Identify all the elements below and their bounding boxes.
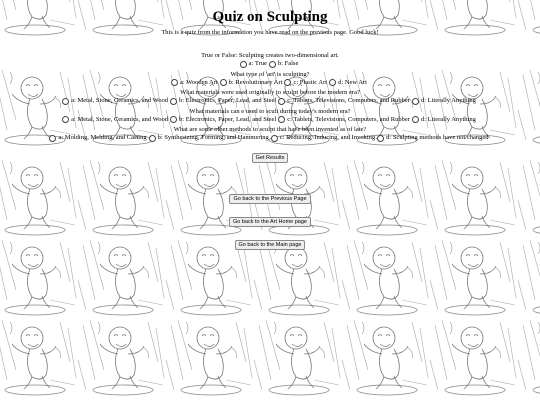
answer-option[interactable] (412, 97, 476, 105)
radio-button[interactable] (170, 98, 177, 105)
answer-label: b: Synthesizing, Forming, and Hammering (157, 134, 269, 141)
answer-option[interactable] (170, 97, 276, 105)
radio-button[interactable] (220, 79, 227, 86)
question-text: True or False: Sculpting creates two-dimensional art. (201, 52, 339, 59)
radio-button[interactable] (240, 61, 247, 68)
answer-option[interactable] (62, 116, 168, 124)
answer-option[interactable] (170, 116, 276, 124)
sketch-tile (166, 240, 252, 315)
quiz-form (0, 52, 540, 145)
answer-option[interactable] (171, 79, 218, 87)
answer-options (0, 79, 540, 90)
sketch-tile (430, 320, 516, 395)
previous-page-button[interactable]: Go back to the Previous Page (229, 194, 310, 204)
answer-option[interactable] (269, 60, 298, 68)
radio-button[interactable] (271, 135, 278, 142)
radio-button[interactable] (278, 116, 285, 123)
answer-option[interactable] (240, 60, 267, 68)
radio-button[interactable] (62, 116, 69, 123)
answer-options (0, 97, 540, 108)
radio-button[interactable] (284, 79, 291, 86)
page-title: Quiz on Sculpting (212, 9, 328, 25)
get-results-button[interactable]: Get Results (252, 153, 289, 163)
answer-label: b: Electronics, Paper, Lead, and Steel (179, 97, 277, 104)
answer-option[interactable] (284, 79, 327, 87)
sketch-tile (518, 240, 540, 315)
answer-option[interactable] (220, 79, 283, 87)
radio-button[interactable] (269, 61, 276, 68)
question-text: What materials were used originally to sculpt before the modern era? (180, 89, 360, 96)
sketch-tile (254, 240, 340, 315)
answer-options (0, 134, 540, 145)
answer-option[interactable] (377, 134, 488, 142)
radio-button[interactable] (412, 98, 419, 105)
answer-label: d: Literally Anything (420, 115, 476, 123)
answer-option[interactable] (49, 134, 146, 142)
sketch-tile (518, 320, 540, 395)
intro-text: This is a quiz from the information you have read on the previous page. Good luck! (161, 29, 379, 36)
radio-button[interactable] (278, 98, 285, 105)
radio-button[interactable] (329, 79, 336, 86)
answer-option[interactable] (329, 79, 367, 87)
sketch-tile (430, 240, 516, 315)
answer-option[interactable] (62, 97, 168, 105)
answer-label: a: True (248, 60, 267, 67)
radio-button[interactable] (49, 135, 56, 142)
sketch-tile (254, 320, 340, 395)
answer-label: a: Wooden Art (180, 78, 218, 86)
sketch-tile (342, 240, 428, 315)
answer-label: c: Tablets, Televisions, Computers, and Rubber (287, 115, 410, 123)
answer-label: a: Molding, Melding, and Casting (58, 134, 147, 141)
question-text: What type of 'art' is sculpting? (230, 70, 310, 78)
answer-label: b: Revolutionary Art (228, 78, 283, 86)
sketch-tile (166, 320, 252, 395)
answer-label: d: Sculpting methods have not changed (386, 134, 489, 141)
answer-label: a: Metal, Stone, Ceramics, and Wood (71, 97, 169, 104)
radio-button[interactable] (412, 116, 419, 123)
answer-label: c: Reducing, Inducing, and Invoking (279, 134, 376, 141)
answer-option[interactable] (412, 116, 476, 124)
sketch-tile (78, 240, 164, 315)
answer-option[interactable] (271, 134, 375, 142)
question-text: What materials can e used to scult during today's modern era? (189, 107, 351, 115)
answer-option[interactable] (278, 116, 410, 124)
radio-button[interactable] (377, 135, 384, 142)
sketch-tile (78, 320, 164, 395)
answer-label: b: Electronics, Paper, Lead, and Steel (179, 115, 277, 123)
answer-label: a: Metal, Stone, Ceramics, and Wood (71, 115, 169, 123)
radio-button[interactable] (171, 79, 178, 86)
answer-label: b: False (277, 60, 299, 67)
main-page-button[interactable]: Go back to the Main page (235, 240, 306, 250)
answer-label: d: Literally Anything (420, 97, 476, 104)
answer-label: c: Tablets, Televisions, Computers, and Rubber (287, 97, 410, 104)
navigation-buttons (0, 187, 540, 251)
answer-options (0, 60, 540, 71)
answer-label: d: New Art (338, 78, 367, 86)
answer-options (0, 116, 540, 127)
radio-button[interactable] (170, 116, 177, 123)
sketch-tile (0, 240, 76, 315)
sketch-tile (342, 320, 428, 395)
radio-button[interactable] (62, 98, 69, 105)
answer-option[interactable] (278, 97, 410, 105)
art-home-button[interactable]: Go back to the Art Home page (229, 217, 311, 227)
answer-option[interactable] (149, 134, 269, 142)
radio-button[interactable] (149, 135, 156, 142)
question-text: What are some other methods to sculpt that have been invented as of late? (173, 126, 367, 133)
answer-label: c: Plastic Art (293, 78, 328, 86)
sketch-tile (0, 320, 76, 395)
